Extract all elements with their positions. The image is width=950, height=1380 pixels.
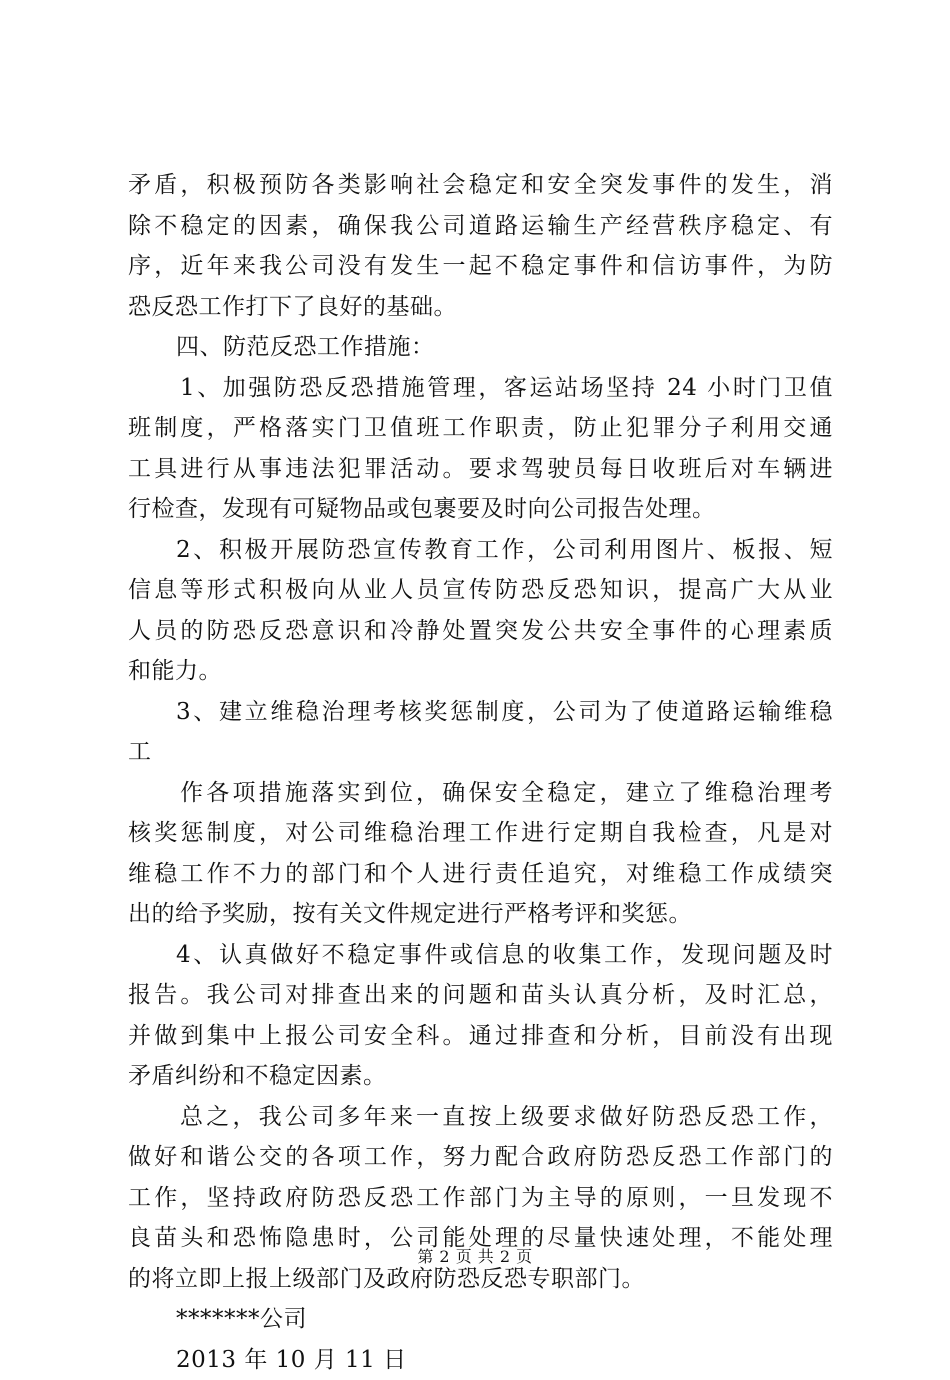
signature-date: 2013 年 10 月 11 日 [128, 1340, 833, 1380]
text-line: 维稳工作不力的部门和个人进行责任追究，对维稳工作成绩突 [128, 854, 833, 895]
text-line: 除不稳定的因素，确保我公司道路运输生产经营秩序稳定、有 [128, 206, 833, 247]
text-line: 良苗头和恐怖隐患时，公司能处理的尽量快速处理，不能处理 [128, 1218, 833, 1259]
text-line: 4、认真做好不稳定事件或信息的收集工作，发现问题及时 [128, 935, 833, 976]
page-number-footer: 第 2 页 共 2 页 [0, 1244, 950, 1267]
text-line: 行检查，发现有可疑物品或包裹要及时向公司报告处理。 [128, 489, 833, 530]
text-line: 2、积极开展防恐宣传教育工作，公司利用图片、板报、短 [128, 530, 833, 571]
text-line: 工作，坚持政府防恐反恐工作部门为主导的原则，一旦发现不 [128, 1178, 833, 1219]
text-line: 班制度，严格落实门卫值班工作职责，防止犯罪分子利用交通 [128, 408, 833, 449]
text-line: 作各项措施落实到位，确保安全稳定，建立了维稳治理考 [128, 773, 833, 814]
text-line: 核奖惩制度，对公司维稳治理工作进行定期自我检查，凡是对 [128, 813, 833, 854]
section-heading: 四、防范反恐工作措施： [128, 327, 833, 368]
text-line: 信息等形式积极向从业人员宣传防恐反恐知识，提高广大从业 [128, 570, 833, 611]
text-line: 总之，我公司多年来一直按上级要求做好防恐反恐工作， [128, 1097, 833, 1138]
text-line: 报告。我公司对排查出来的问题和苗头认真分析，及时汇总， [128, 975, 833, 1016]
text-line: 矛盾，积极预防各类影响社会稳定和安全突发事件的发生，消 [128, 165, 833, 206]
document-body [128, 165, 833, 1380]
text-line: 人员的防恐反恐意识和冷静处置突发公共安全事件的心理素质 [128, 611, 833, 652]
text-line: 的将立即上报上级部门及政府防恐反恐专职部门。 [128, 1259, 833, 1300]
text-line: 工具进行从事违法犯罪活动。要求驾驶员每日收班后对车辆进 [128, 449, 833, 490]
text-line: 序，近年来我公司没有发生一起不稳定事件和信访事件，为防 [128, 246, 833, 287]
text-line: 出的给予奖励，按有关文件规定进行严格考评和奖惩。 [128, 894, 833, 935]
text-line: 1、加强防恐反恐措施管理，客运站场坚持 24 小时门卫值 [128, 368, 833, 409]
signature-company: *******公司 [128, 1299, 833, 1340]
text-line: 恐反恐工作打下了良好的基础。 [128, 287, 833, 328]
text-line: 3、建立维稳治理考核奖惩制度，公司为了使道路运输维稳 [128, 692, 833, 733]
text-line: 并做到集中上报公司安全科。通过排查和分析，目前没有出现 [128, 1016, 833, 1057]
text-line: 和能力。 [128, 651, 833, 692]
text-line: 矛盾纠纷和不稳定因素。 [128, 1056, 833, 1097]
text-line: 工 [128, 732, 833, 773]
text-line: 做好和谐公交的各项工作，努力配合政府防恐反恐工作部门的 [128, 1137, 833, 1178]
